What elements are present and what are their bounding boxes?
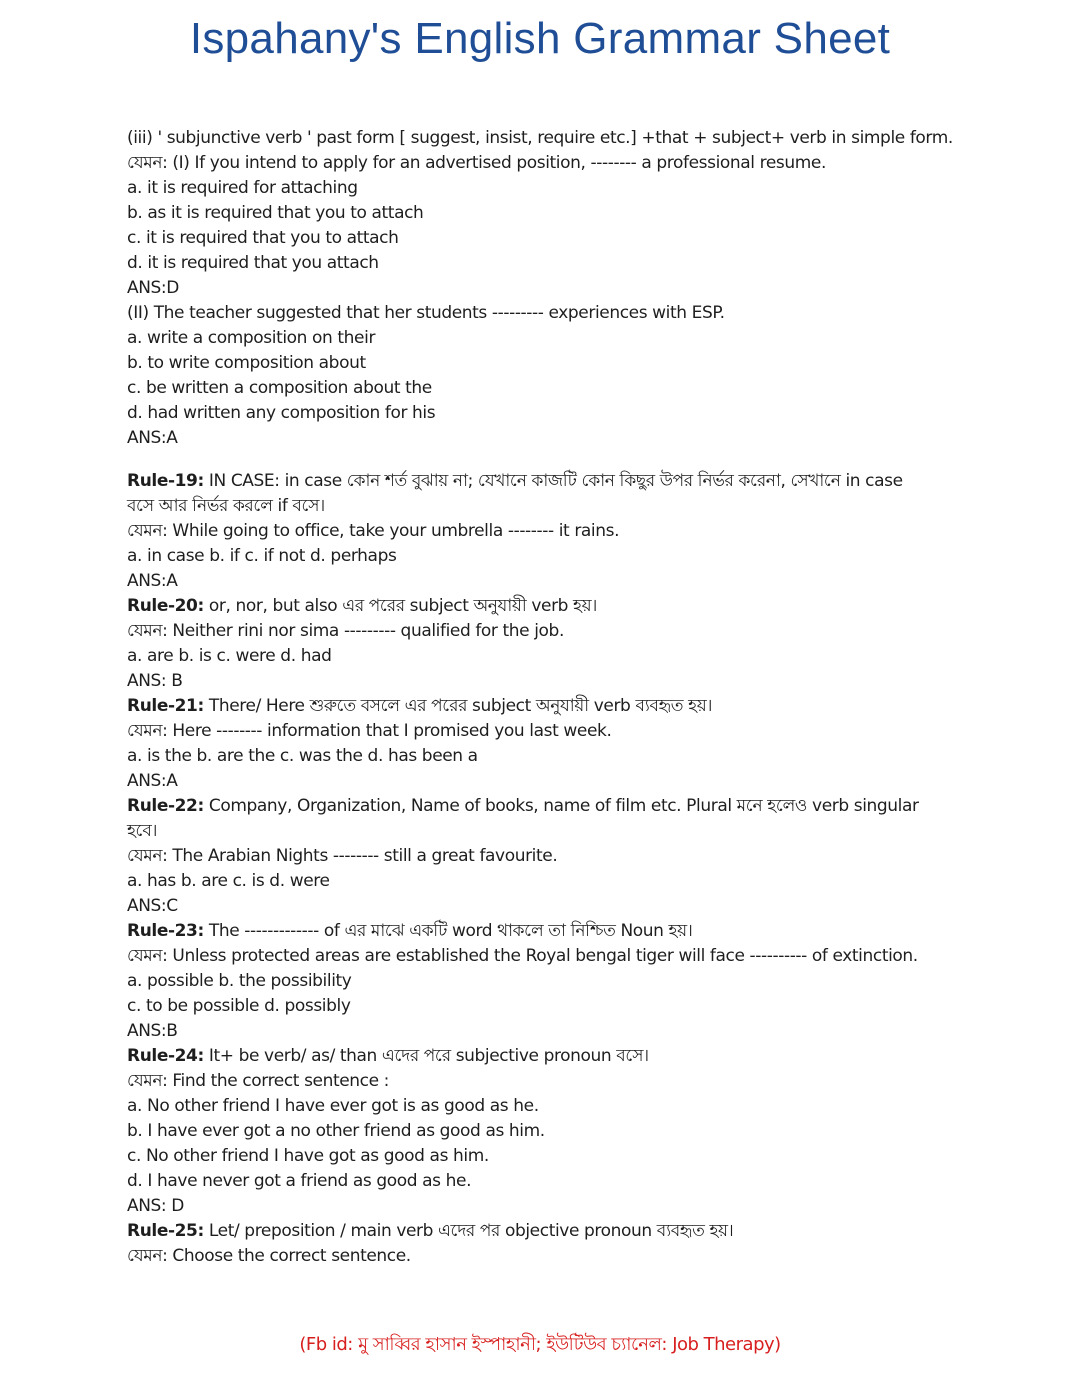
line-text: যেমন: Here -------- information that I promised you last week. [127,721,612,741]
line-text: a. are b. is c. were d. had [127,646,332,666]
rule-line [127,794,1027,819]
line-text: c. to be possible d. possibly [127,996,351,1016]
line-text: ANS:A [127,428,178,448]
text-line [127,1169,1027,1194]
line-text: a. is the b. are the c. was the d. has been a [127,746,478,766]
rule-line [127,1044,1027,1069]
line-text: a. possible b. the possibility [127,971,352,991]
line-text: or, nor, but also এর পরের subject অনুযায়ী verb হয়। [203,596,597,616]
line-text: c. be written a composition about the [127,378,432,398]
rule-label: Rule-22: [127,796,204,816]
line-text: b. to write composition about [127,353,366,373]
rule-line [127,919,1027,944]
text-line [127,351,1027,376]
text-line [127,1119,1027,1144]
line-text: যেমন: (I) If you intend to apply for an advertised position, -------- a professional resume. [127,153,826,173]
text-line [127,151,1027,176]
text-line [127,544,1027,569]
line-text: The ------------- of এর মাঝে একটি word থাকলে তা নিশ্চিত Noun হয়। [203,921,693,941]
rule-label: Rule-23: [127,921,204,941]
line-text: b. I have ever got a no other friend as good as him. [127,1121,545,1141]
text-line [127,719,1027,744]
rule-line [127,694,1027,719]
rule-label: Rule-24: [127,1046,204,1066]
text-line [127,819,1027,844]
footer-credit: (Fb id: মু সাব্বির হাসান ইস্পাহানী; ইউটিউব চ্যানেল: Job Therapy) [299,1334,781,1355]
line-text: Company, Organization, Name of books, name of film etc. Plural মনে হলেও verb singular [203,796,919,816]
line-text: ANS:A [127,771,178,791]
rule-label: Rule-19: [127,471,204,491]
line-text: যেমন: Choose the correct sentence. [127,1246,411,1266]
line-text: (II) The teacher suggested that her students --------- experiences with ESP. [127,303,725,323]
text-line [127,619,1027,644]
line-text: IN CASE: in case কোন শর্ত বুঝায় না; যেখানে কাজটি কোন কিছুর উপর নির্ভর করেনা, সেখানে in case [203,471,903,491]
text-line [127,226,1027,251]
text-line [127,519,1027,544]
line-text: d. had written any composition for his [127,403,436,423]
line-text: ANS:A [127,571,178,591]
text-line [127,769,1027,794]
line-text: There/ Here শুরুতে বসলে এর পরের subject অনুযায়ী verb ব্যবহৃত হয়। [203,696,712,716]
text-line [127,969,1027,994]
line-text: d. it is required that you attach [127,253,379,273]
line-text: It+ be verb/ as/ than এদের পরে subjective pronoun বসে। [203,1046,649,1066]
line-text: a. No other friend I have ever got is as good as he. [127,1096,539,1116]
rule-line [127,469,1027,494]
text-line [127,1019,1027,1044]
text-line [127,1094,1027,1119]
text-line [127,301,1027,326]
text-line [127,1244,1027,1269]
text-line [127,944,1027,969]
rule-line [127,1219,1027,1244]
text-line [127,1069,1027,1094]
line-text: বসে আর নির্ভর করলে if বসে। [127,496,325,516]
text-line [127,276,1027,301]
text-line [127,894,1027,919]
rule-label: Rule-21: [127,696,204,716]
line-text: ANS:D [127,278,179,298]
text-line [127,1144,1027,1169]
text-line [127,869,1027,894]
line-text: যেমন: Find the correct sentence : [127,1071,390,1091]
line-text: a. in case b. if c. if not d. perhaps [127,546,397,566]
text-line [127,844,1027,869]
text-line [127,426,1027,451]
text-line [127,994,1027,1019]
line-text: Let/ preposition / main verb এদের পর objective pronoun ব্যবহৃত হয়। [203,1221,734,1241]
rule-label: Rule-20: [127,596,204,616]
line-text: যেমন: While going to office, take your umbrella -------- it rains. [127,521,620,541]
line-text: b. as it is required that you to attach [127,203,424,223]
text-line [127,251,1027,276]
line-text: c. it is required that you to attach [127,228,399,248]
sheet-title: Ispahany's English Grammar Sheet [189,14,891,63]
text-line [127,326,1027,351]
text-line [127,126,1027,151]
line-text: ANS: D [127,1196,184,1216]
text-line [127,176,1027,201]
line-text: a. it is required for attaching [127,178,358,198]
line-text: যেমন: The Arabian Nights -------- still a great favourite. [127,846,558,866]
text-line [127,1194,1027,1219]
grammar-content [127,126,1027,1269]
line-text: (iii) ' subjunctive verb ' past form [ suggest, insist, require etc.] +that + subject+ verb in simple form. [127,128,953,148]
line-text: ANS:B [127,1021,178,1041]
text-line [127,569,1027,594]
rule-label: Rule-25: [127,1221,204,1241]
text-line [127,201,1027,226]
text-line [127,669,1027,694]
line-text: ANS:C [127,896,178,916]
text-line [127,744,1027,769]
line-text: c. No other friend I have got as good as him. [127,1146,489,1166]
line-text: হবে। [127,821,158,841]
text-line [127,494,1027,519]
text-line [127,644,1027,669]
line-text: যেমন: Neither rini nor sima --------- qualified for the job. [127,621,564,641]
rule-line [127,594,1027,619]
line-text: যেমন: Unless protected areas are established the Royal bengal tiger will face ---------- of extinction. [127,946,918,966]
line-text: ANS: B [127,671,183,691]
line-text: d. I have never got a friend as good as he. [127,1171,472,1191]
line-text: a. write a composition on their [127,328,376,348]
line-text: a. has b. are c. is d. were [127,871,330,891]
text-line [127,401,1027,426]
text-line [127,376,1027,401]
